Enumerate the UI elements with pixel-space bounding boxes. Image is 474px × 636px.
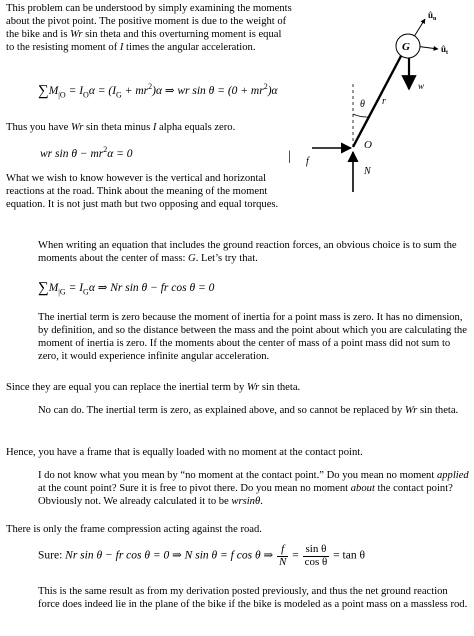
r-label: r <box>382 96 386 107</box>
intro-text: sin theta and this overturning moment is equal to the resisting moment of <box>6 28 282 53</box>
inertia-symbol: I <box>119 41 124 53</box>
sum-symbol: ∑ <box>38 83 49 99</box>
equation-zero-sum <box>40 145 133 161</box>
denominator: N <box>279 555 287 568</box>
subscript: |G <box>58 287 66 297</box>
text: There is only the frame compression acting against the road. <box>6 524 262 535</box>
unit-tangent-label: $û_t$ <box>441 44 449 56</box>
weight-label: w <box>418 81 425 91</box>
text: What we wish to know however is the vertical and horizontal reactions at the road. Think about the meaning of the moment equation. It is not just math but two opposing and equal torques. <box>6 173 279 210</box>
eq-part: wr sin θ − mr <box>40 147 104 160</box>
text: This is the same result as from my derivation posted previously, and thus the net ground reaction force does indeed lie in the plane of the bike if the bike is modeled as a point mass on a massless rod. <box>38 586 468 610</box>
eq-part: α = 0 <box>107 147 133 160</box>
text: sin theta. <box>417 405 459 416</box>
eq-part: α ⇒ Nr sin θ − fr cos θ = 0 <box>88 282 215 294</box>
text: When writing an equation that includes the ground reaction forces, an obvious choice is to sum the moments about the center of mass: <box>38 240 457 264</box>
paragraph-hence <box>6 447 466 460</box>
intro-paragraph <box>6 3 292 55</box>
eq-part: )α ⇒ wr sin θ = (0 + mr <box>152 85 264 97</box>
text: Hence, you have a frame that is equally loaded with no moment at the contact point. <box>6 447 363 458</box>
text: the contact point? Obviously not. We already calculated it to be <box>38 482 453 507</box>
text: alpha equals zero. <box>156 122 236 133</box>
pivot-label: O <box>364 139 372 151</box>
normal-force-label: N <box>364 166 371 177</box>
text: Since they are equal you can replace the inertial term by <box>6 382 247 393</box>
subscript: G <box>83 287 89 297</box>
wr-term: Wr <box>70 28 83 40</box>
denominator: cos θ <box>304 555 328 568</box>
moment-symbol: M <box>48 85 59 97</box>
paragraph-thus <box>6 122 296 135</box>
paragraph-reactions <box>6 173 292 212</box>
wr-term: Wr <box>71 122 84 133</box>
intro-text: times the angular acceleration. <box>123 41 256 53</box>
tick-mark: | <box>288 149 291 164</box>
wr-term: Wr <box>404 405 418 416</box>
angle-arc <box>353 114 368 117</box>
inertia-symbol: I <box>152 122 157 133</box>
unit-normal-label: $û_n$ <box>428 10 437 22</box>
text: . <box>260 495 263 507</box>
reply-no-moment <box>38 470 470 509</box>
eq-part: = I <box>65 282 84 294</box>
eq-lead: Sure: <box>38 549 66 562</box>
equation-moment-pivot <box>38 82 278 100</box>
fraction-sin-over-cos <box>303 544 330 568</box>
text: The inertial term is zero because the moment of inertia for a point mass is zero. It has no dimension, by definition, and so the distance between the mass and the point about which you are calculating the moment of inertia is zero. If the moments about the center of mass of a point mass did not sum to zero, it would experience infinite angular acceleration. <box>38 312 467 362</box>
text: at the count point? Sure it is free to pivot there. Do you mean no moment <box>38 482 351 494</box>
paragraph-replace <box>6 382 466 395</box>
text: . Let’s try that. <box>195 252 258 264</box>
text: Thus you have <box>6 122 72 133</box>
text: I do not know what you mean by “no moment at the contact point.” Do you mean no moment <box>38 470 437 481</box>
intro-text: This problem can be understood by simply examining the moments about the pivot point. The positive moment is due to the weight of the bike and is <box>6 3 292 40</box>
equation-tan-theta <box>38 544 365 568</box>
bike-free-body-diagram <box>288 2 468 192</box>
friction-label: f <box>306 156 309 167</box>
equals-sign: = <box>292 549 299 562</box>
superscript: 2 <box>263 82 268 92</box>
subscript: G <box>116 90 122 100</box>
eq-part: )α <box>267 85 278 97</box>
g-symbol: G <box>188 252 196 264</box>
wr-term: wrsinθ <box>231 495 261 507</box>
center-of-mass-label: G <box>402 41 410 53</box>
eq-part: Nr sin θ − fr cos θ = 0 ⇒ N sin θ = f cos θ ⇒ <box>65 549 274 562</box>
superscript: 2 <box>103 145 108 154</box>
numerator: sin θ <box>303 544 330 557</box>
superscript: 2 <box>148 82 153 92</box>
eq-part: α = (I <box>88 85 117 97</box>
text: sin theta minus <box>83 122 153 133</box>
eq-part: = tan θ <box>333 549 365 562</box>
emphasis: applied <box>436 470 469 481</box>
equation-moment-g <box>38 279 214 297</box>
reply-no-can-do <box>38 405 468 418</box>
subscript: |O <box>58 90 66 100</box>
moment-symbol: M <box>48 282 59 294</box>
numerator: f <box>277 544 288 557</box>
eq-part: + mr <box>121 85 149 97</box>
reply-moments-about-g <box>38 240 468 266</box>
fraction-f-over-n <box>277 544 288 568</box>
subscript: O <box>83 90 89 100</box>
sum-symbol: ∑ <box>38 280 49 296</box>
wr-term: Wr <box>246 382 260 393</box>
text: No can do. The inertial term is zero, as explained above, and so cannot be replaced by <box>38 405 405 416</box>
emphasis: about <box>350 482 375 494</box>
paragraph-frame-compression <box>6 524 466 537</box>
text: sin theta. <box>259 382 301 393</box>
reply-same-result <box>38 586 470 612</box>
theta-label: θ <box>360 99 365 110</box>
eq-part: = I <box>65 85 84 97</box>
reply-inertial-term <box>38 312 470 364</box>
